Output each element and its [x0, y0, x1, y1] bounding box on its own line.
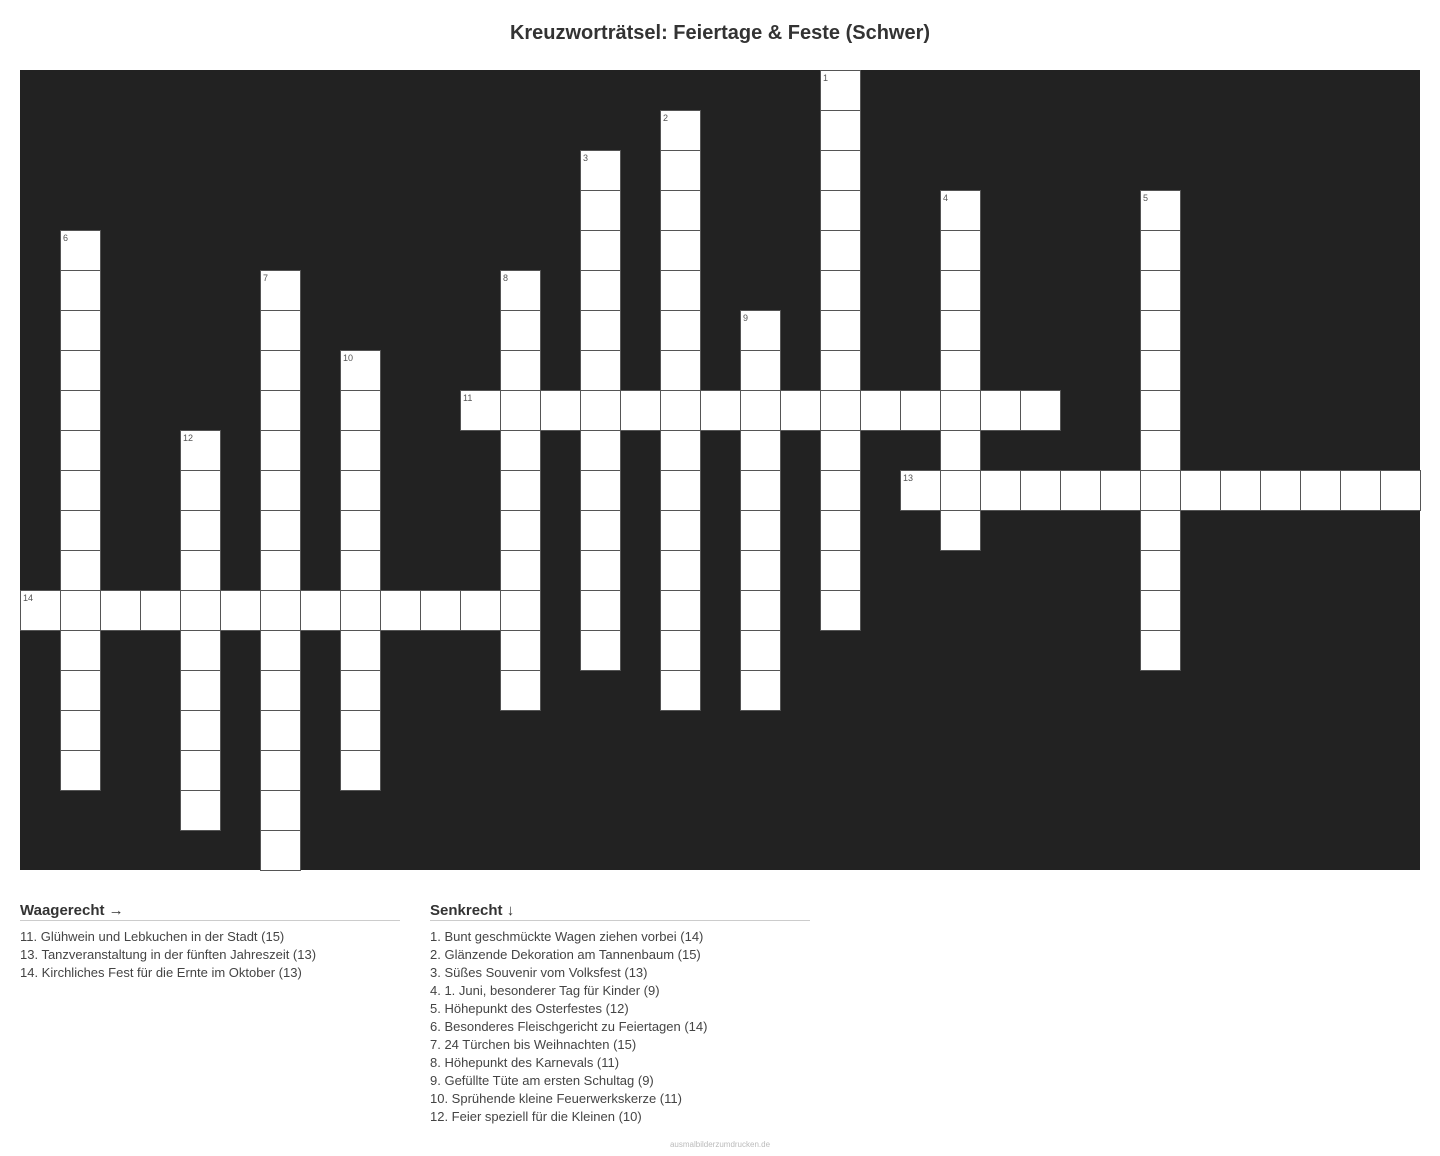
clue-number-label: 13 [903, 473, 914, 483]
down-heading: Senkrecht ↓ [430, 902, 810, 921]
grid-cell [660, 110, 701, 151]
clue-number-label: 7 [263, 273, 269, 283]
across-clues-section [20, 902, 400, 982]
grid-cell [1100, 470, 1141, 511]
grid-cell [1140, 310, 1181, 351]
grid-cell [1020, 390, 1061, 431]
grid-cell [460, 590, 501, 631]
grid-cell [60, 710, 101, 751]
grid-cell [60, 230, 101, 271]
grid-cell [60, 590, 101, 631]
grid-cell [940, 190, 981, 231]
grid-cell [260, 470, 301, 511]
crossword-grid [20, 70, 1420, 870]
across-clue-list [20, 928, 400, 982]
down-clue-list [430, 928, 810, 1126]
grid-cell [820, 110, 861, 151]
grid-cell [180, 430, 221, 471]
grid-cell [260, 270, 301, 311]
across-clue: 13. Tanzveranstaltung in der fünften Jahreszeit (13) [20, 947, 317, 962]
grid-cell [940, 350, 981, 391]
clue-number-label: 10 [343, 353, 354, 363]
grid-cell [660, 350, 701, 391]
grid-cell [660, 510, 701, 551]
grid-cell [260, 590, 301, 631]
grid-cell [1060, 470, 1101, 511]
grid-cell [820, 390, 861, 431]
clue-number-label: 1 [823, 73, 829, 83]
grid-cell [820, 270, 861, 311]
grid-cell [580, 430, 621, 471]
grid-cell [580, 310, 621, 351]
down-clue: 8. Höhepunkt des Karnevals (11) [430, 1055, 620, 1070]
down-clue: 9. Gefüllte Tüte am ersten Schultag (9) [430, 1073, 654, 1088]
grid-cell [340, 670, 381, 711]
grid-cell [1140, 230, 1181, 271]
grid-cell [540, 390, 581, 431]
grid-cell [900, 470, 941, 511]
grid-cell [460, 390, 501, 431]
clue-number-label: 11 [463, 393, 473, 403]
grid-cell [1300, 470, 1341, 511]
grid-cell [500, 550, 541, 591]
grid-cell [580, 150, 621, 191]
grid-cell [60, 270, 101, 311]
grid-cell [740, 550, 781, 591]
grid-cell [1140, 510, 1181, 551]
grid-cell [980, 470, 1021, 511]
grid-cell [660, 550, 701, 591]
down-clue: 12. Feier speziell für die Kleinen (10) [430, 1109, 642, 1124]
grid-cell [940, 430, 981, 471]
grid-cell [500, 350, 541, 391]
grid-cell [260, 390, 301, 431]
grid-cell [820, 350, 861, 391]
grid-cell [820, 150, 861, 191]
grid-cell [1020, 470, 1061, 511]
grid-cell [340, 390, 381, 431]
clue-number-label: 3 [583, 153, 589, 163]
grid-cell [1140, 550, 1181, 591]
clue-number-label: 6 [63, 233, 69, 243]
across-clue: 11. Glühwein und Lebkuchen in der Stadt (15) [20, 929, 285, 944]
grid-cell [1140, 430, 1181, 471]
grid-cell [820, 70, 861, 111]
grid-cell [1140, 270, 1181, 311]
grid-cell [220, 590, 261, 631]
grid-cell [1180, 470, 1221, 511]
grid-cell [60, 670, 101, 711]
grid-cell [380, 590, 421, 631]
grid-cell [740, 470, 781, 511]
grid-cell [820, 310, 861, 351]
grid-cell [660, 150, 701, 191]
grid-cell [1140, 390, 1181, 431]
footer-site-credit: ausmalbilderzumdrucken.de [669, 1140, 771, 1149]
down-clue: 2. Glänzende Dekoration am Tannenbaum (15) [430, 947, 701, 962]
grid-cell [1140, 590, 1181, 631]
grid-cell [580, 630, 621, 671]
grid-cell [660, 390, 701, 431]
grid-cell [340, 510, 381, 551]
grid-cell [260, 830, 301, 871]
grid-cell [740, 510, 781, 551]
grid-cell [140, 590, 181, 631]
grid-cell [1340, 470, 1381, 511]
grid-cell [180, 590, 221, 631]
grid-cell [900, 390, 941, 431]
grid-cell [180, 790, 221, 831]
grid-cell [580, 470, 621, 511]
grid-cell [740, 430, 781, 471]
grid-cell [940, 270, 981, 311]
grid-cell [60, 350, 101, 391]
grid-cell [980, 390, 1021, 431]
grid-cell [820, 550, 861, 591]
grid-cell [500, 630, 541, 671]
grid-cell [260, 630, 301, 671]
grid-cell [740, 670, 781, 711]
grid-cell [820, 430, 861, 471]
down-clue: 1. Bunt geschmückte Wagen ziehen vorbei (14) [430, 929, 704, 944]
grid-cell [660, 430, 701, 471]
grid-cell [180, 670, 221, 711]
clue-number-label: 8 [503, 273, 509, 283]
grid-cell [340, 350, 381, 391]
grid-cell [180, 550, 221, 591]
grid-cell [940, 390, 981, 431]
grid-cell [940, 510, 981, 551]
grid-cell [580, 190, 621, 231]
grid-cell [60, 310, 101, 351]
grid-cell [740, 630, 781, 671]
grid-cell [580, 230, 621, 271]
grid-cell [740, 350, 781, 391]
grid-cell [180, 630, 221, 671]
clue-number-label: 12 [183, 433, 194, 443]
down-clues-section [430, 902, 810, 1126]
grid-cell [500, 470, 541, 511]
grid-cell [660, 230, 701, 271]
grid-cell [340, 430, 381, 471]
grid-cell [500, 510, 541, 551]
across-heading: Waagerecht → [20, 902, 400, 921]
grid-cell [260, 750, 301, 791]
grid-cell [340, 590, 381, 631]
down-clue: 10. Sprühende kleine Feuerwerkskerze (11) [430, 1091, 682, 1106]
grid-cell [620, 390, 661, 431]
grid-cell [820, 510, 861, 551]
grid-cell [260, 510, 301, 551]
grid-cell [340, 470, 381, 511]
grid-cell [660, 670, 701, 711]
grid-cell [340, 710, 381, 751]
grid-cell [1140, 470, 1181, 511]
grid-cell [500, 270, 541, 311]
grid-cell [660, 590, 701, 631]
grid-cell [580, 550, 621, 591]
grid-cell [1140, 190, 1181, 231]
down-clue: 5. Höhepunkt des Osterfestes (12) [430, 1001, 629, 1016]
grid-cell [1140, 630, 1181, 671]
grid-cell [580, 270, 621, 311]
grid-cell [740, 310, 781, 351]
grid-cell [500, 310, 541, 351]
grid-cell [1220, 470, 1261, 511]
grid-cell [580, 350, 621, 391]
grid-cell [60, 550, 101, 591]
down-clue: 3. Süßes Souvenir vom Volksfest (13) [430, 965, 648, 980]
grid-cell [660, 190, 701, 231]
grid-cell [340, 750, 381, 791]
grid-cell [180, 750, 221, 791]
grid-cell [660, 270, 701, 311]
grid-cell [260, 550, 301, 591]
grid-cell [1380, 470, 1421, 511]
clue-number-label: 14 [23, 593, 34, 603]
grid-cell [300, 590, 341, 631]
grid-cell [260, 350, 301, 391]
grid-cell [660, 310, 701, 351]
grid-cell [60, 470, 101, 511]
grid-cell [820, 230, 861, 271]
page-title: Kreuzworträtsel: Feiertage & Feste (Schwer) [509, 22, 931, 44]
grid-cell [700, 390, 741, 431]
grid-cell [940, 310, 981, 351]
grid-cell [940, 230, 981, 271]
grid-cell [500, 670, 541, 711]
grid-cell [780, 390, 821, 431]
grid-cell [580, 390, 621, 431]
grid-cell [1140, 350, 1181, 391]
grid-cell [860, 390, 901, 431]
grid-cell [660, 630, 701, 671]
grid-cell [500, 390, 541, 431]
grid-cell [660, 470, 701, 511]
grid-cell [740, 590, 781, 631]
grid-cell [260, 790, 301, 831]
grid-cell [580, 510, 621, 551]
grid-cell [60, 630, 101, 671]
clue-number-label: 4 [943, 193, 949, 203]
grid-cell [20, 590, 61, 631]
clue-number-label: 2 [663, 113, 669, 123]
clue-number-label: 5 [1143, 193, 1149, 203]
grid-cell [820, 470, 861, 511]
grid-cell [60, 750, 101, 791]
grid-cell [340, 630, 381, 671]
grid-cell [820, 590, 861, 631]
down-clue: 7. 24 Türchen bis Weihnachten (15) [430, 1037, 637, 1052]
grid-cell [60, 390, 101, 431]
grid-cell [180, 470, 221, 511]
grid-cell [340, 550, 381, 591]
grid-cell [180, 510, 221, 551]
grid-cell [60, 430, 101, 471]
grid-cell [500, 590, 541, 631]
across-clue: 14. Kirchliches Fest für die Ernte im Oktober (13) [20, 965, 302, 980]
grid-cell [420, 590, 461, 631]
grid-cell [580, 590, 621, 631]
grid-cell [820, 190, 861, 231]
grid-cell [180, 710, 221, 751]
grid-cell [740, 390, 781, 431]
down-clue: 4. 1. Juni, besonderer Tag für Kinder (9) [430, 983, 660, 998]
grid-cell [940, 470, 981, 511]
grid-cell [260, 670, 301, 711]
grid-cell [260, 430, 301, 471]
clue-number-label: 9 [743, 313, 749, 323]
grid-cell [100, 590, 141, 631]
down-clue: 6. Besonderes Fleischgericht zu Feiertagen (14) [430, 1019, 708, 1034]
grid-cell [60, 510, 101, 551]
grid-cell [1260, 470, 1301, 511]
grid-cell [260, 710, 301, 751]
grid-cell [500, 430, 541, 471]
grid-cell [260, 310, 301, 351]
